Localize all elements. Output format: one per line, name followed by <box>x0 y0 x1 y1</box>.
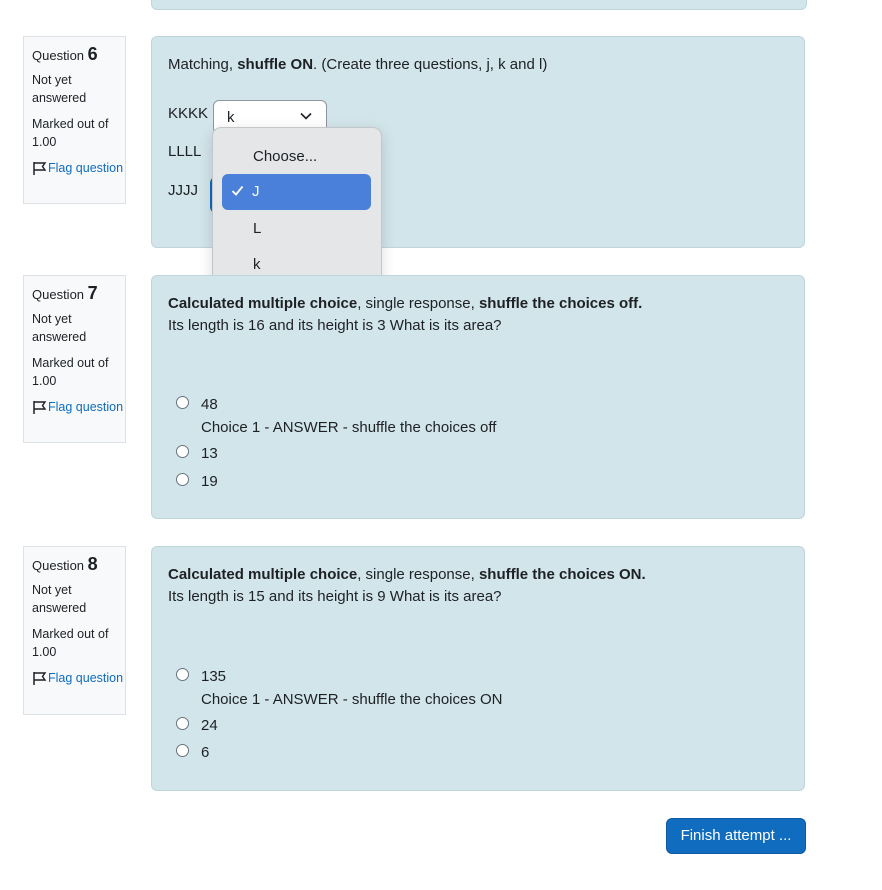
choice-value: 135 <box>201 668 227 685</box>
flag-question-link[interactable] <box>32 669 125 687</box>
question-text <box>152 54 563 76</box>
radio-button[interactable] <box>176 396 189 409</box>
flag-question-label: Flag question <box>48 161 124 175</box>
question-text-line-1 <box>168 293 642 315</box>
choice-value: 24 <box>201 717 218 734</box>
choice-option[interactable] <box>176 470 218 493</box>
question-text-bold: Calculated multiple choice <box>168 566 358 583</box>
select-dropdown-list[interactable] <box>212 127 382 292</box>
question-marks: Marked out of 1.00 <box>32 627 109 659</box>
question-marks: Marked out of 1.00 <box>32 117 109 149</box>
dropdown-option-l[interactable]: L <box>253 220 262 237</box>
match-row-llll-label: LLLL <box>168 143 202 160</box>
question-text-part: Matching, <box>168 56 238 73</box>
question-text-line-2: Its length is 15 and its height is 9 What is its area? <box>168 588 502 605</box>
question-7-info <box>23 275 126 443</box>
flag-icon <box>32 400 47 415</box>
question-number-value: 6 <box>87 44 98 64</box>
flag-question-link[interactable] <box>32 398 125 416</box>
choice-value: 13 <box>201 445 218 462</box>
flag-question-label: Flag question <box>48 671 124 685</box>
choice-option[interactable] <box>176 741 209 764</box>
previous-question-panel <box>151 0 807 10</box>
question-marks: Marked out of 1.00 <box>32 356 109 388</box>
flag-question-link[interactable] <box>32 159 125 177</box>
radio-button[interactable] <box>176 717 189 730</box>
question-text <box>152 293 658 337</box>
choice-value: 48 <box>201 396 218 413</box>
radio-button[interactable] <box>176 668 189 681</box>
select-value: k <box>227 109 235 126</box>
choice-feedback: Choice 1 - ANSWER - shuffle the choices off <box>201 419 497 436</box>
choice-option[interactable] <box>176 714 218 737</box>
question-number-value: 7 <box>87 283 98 303</box>
question-number <box>32 45 125 65</box>
dropdown-option-k[interactable]: k <box>253 256 261 273</box>
choice-value: 6 <box>201 744 210 761</box>
dropdown-option-j-selected[interactable] <box>222 174 371 210</box>
question-text-bold: Calculated multiple choice <box>168 295 358 312</box>
checkmark-icon <box>231 184 244 197</box>
question-label: Question <box>32 287 85 302</box>
dropdown-option-choose[interactable]: Choose... <box>253 148 318 165</box>
flag-icon <box>32 671 47 686</box>
question-text-line-2: Its length is 16 and its height is 3 What is its area? <box>168 317 502 334</box>
question-text-part: , single response, <box>357 295 479 312</box>
choice-text <box>201 393 496 439</box>
question-text-bold: shuffle ON <box>237 56 314 73</box>
chevron-down-icon <box>300 112 312 120</box>
choice-value: 19 <box>201 473 218 490</box>
finish-attempt-button[interactable]: Finish attempt ... <box>666 818 806 854</box>
radio-button[interactable] <box>176 473 189 486</box>
question-state: Not yet answered <box>32 583 87 615</box>
question-state: Not yet answered <box>32 73 87 105</box>
question-text-part: , single response, <box>357 566 479 583</box>
question-label: Question <box>32 558 85 573</box>
match-row-jjjj-label: JJJJ <box>168 182 198 199</box>
radio-button[interactable] <box>176 445 189 458</box>
question-7-content <box>151 275 805 519</box>
choice-option[interactable] <box>176 665 503 711</box>
question-number <box>32 284 125 304</box>
choice-option[interactable] <box>176 442 218 465</box>
question-8-content <box>151 546 805 791</box>
radio-button[interactable] <box>176 744 189 757</box>
question-text-bold: shuffle the choices off. <box>478 295 643 312</box>
match-row-kkkk-label: KKKK <box>168 105 209 122</box>
choice-option[interactable] <box>176 393 496 439</box>
flag-question-label: Flag question <box>48 400 124 414</box>
question-text <box>152 564 662 608</box>
question-8-info <box>23 546 126 715</box>
question-text-part: . (Create three questions, j, k and l) <box>313 56 548 73</box>
choice-feedback: Choice 1 - ANSWER - shuffle the choices ON <box>201 691 503 708</box>
dropdown-option-label: J <box>252 183 260 200</box>
choice-text <box>201 665 503 711</box>
question-state: Not yet answered <box>32 312 87 344</box>
flag-icon <box>32 161 47 176</box>
question-number <box>32 555 125 575</box>
question-text-line-1 <box>168 564 646 586</box>
question-text-bold: shuffle the choices ON. <box>478 566 646 583</box>
question-6-info <box>23 36 126 204</box>
question-number-value: 8 <box>87 554 98 574</box>
question-label: Question <box>32 48 85 63</box>
